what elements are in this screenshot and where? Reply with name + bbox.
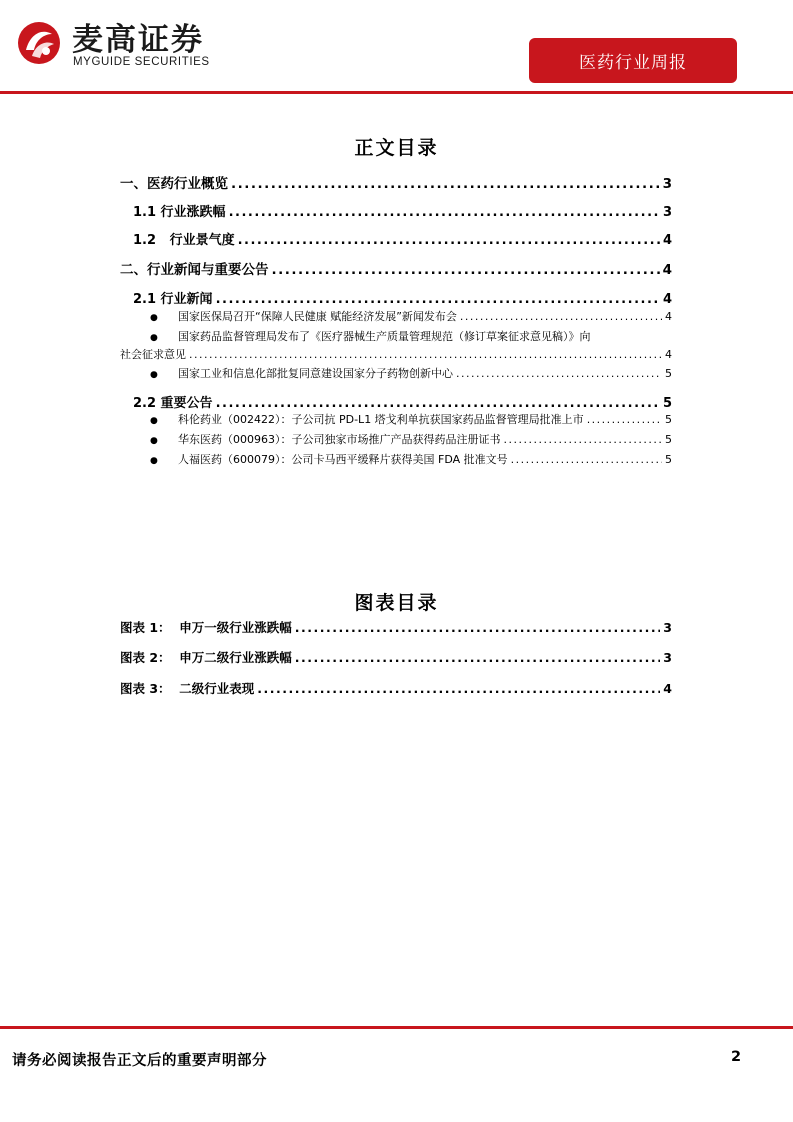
footer-disclaimer: 请务必阅读报告正文后的重要声明部分 <box>12 1053 267 1069</box>
toc-entry[interactable] <box>133 288 672 307</box>
toc-entry-label: 人福医药（600079）：公司卡马西平缓释片获得美国 FDA 批准文号 <box>178 453 508 466</box>
toc-entry-page: 4 <box>662 262 672 278</box>
leader-dots <box>238 233 660 248</box>
leader-dots <box>295 620 661 635</box>
toc-entry-label-wrap <box>150 365 453 381</box>
toc-entry-label: 2.2 重要公告 <box>133 396 213 411</box>
bullet-icon: ● <box>150 370 158 380</box>
figure-entry[interactable] <box>120 679 672 697</box>
figure-entry[interactable] <box>120 648 672 666</box>
bullet-icon: ● <box>150 333 158 343</box>
toc-entry-page: 3 <box>662 205 672 220</box>
toc-entry-label: 一、医药行业概览 <box>120 176 228 192</box>
toc-entry-label: 华东医药（000963）：子公司独家市场推广产品获得药品注册证书 <box>178 433 501 446</box>
figure-entry[interactable] <box>120 618 672 636</box>
toc-entry[interactable] <box>133 229 672 248</box>
toc-entry-label: 1.1 行业涨跌幅 <box>133 205 226 220</box>
logo-text-cn: 麦高证券 <box>72 22 204 58</box>
toc-entry-line1[interactable] <box>150 328 672 344</box>
logo-text-en: MYGUIDE SECURITIES <box>73 56 210 68</box>
leader-dots <box>295 650 661 665</box>
bullet-icon: ● <box>150 416 158 426</box>
logo-icon <box>16 20 62 66</box>
leader-dots <box>460 310 662 323</box>
toc-entry-page: 4 <box>665 310 672 323</box>
figure-entry-page: 4 <box>663 681 672 696</box>
leader-dots <box>231 176 660 192</box>
header-divider <box>0 91 793 94</box>
leader-dots <box>189 348 662 361</box>
toc-entry-label-wrap <box>150 451 508 467</box>
toc-entry-label-wrap <box>150 411 584 427</box>
toc-entry-label: 1.2 行业景气度 <box>133 233 235 248</box>
leader-dots <box>257 681 660 696</box>
toc-entry-label-wrap <box>150 431 501 447</box>
bullet-icon: ● <box>150 313 158 323</box>
figure-entry-label: 图表 2： 申万二级行业涨跌幅 <box>120 650 292 665</box>
toc-entry-label: 国家药品监督管理局发布了《医疗器械生产质量管理规范（修订草案征求意见稿）》向 <box>178 330 591 343</box>
figure-entry-page: 3 <box>663 650 672 665</box>
toc-entry-label-wrap <box>150 308 457 324</box>
toc-entry-page: 4 <box>662 292 672 307</box>
leader-dots <box>504 433 663 446</box>
toc-entry-page: 4 <box>662 233 672 248</box>
toc-entry-label: 国家医保局召开“保障人民健康 赋能经济发展”新闻发布会 <box>178 310 457 323</box>
figures-title: 图表目录 <box>354 592 439 614</box>
footer-divider <box>0 1026 793 1029</box>
toc-entry-page: 5 <box>665 367 672 380</box>
toc-entry[interactable] <box>150 451 672 467</box>
toc-entry-page: 5 <box>665 453 672 466</box>
leader-dots <box>511 453 662 466</box>
toc-entry-label: 社会征求意见 <box>120 348 186 361</box>
bullet-icon: ● <box>150 456 158 466</box>
leader-dots <box>272 262 660 278</box>
toc-entry[interactable] <box>150 308 672 324</box>
toc-entry-label: 国家工业和信息化部批复同意建设国家分子药物创新中心 <box>178 367 453 380</box>
leader-dots <box>216 396 660 411</box>
toc-entry-page: 3 <box>662 176 672 192</box>
toc-entry-label: 二、行业新闻与重要公告 <box>120 262 269 278</box>
figure-entry-label: 图表 3： 二级行业表现 <box>120 681 255 696</box>
leader-dots <box>587 413 662 426</box>
toc-entry[interactable] <box>120 172 672 192</box>
leader-dots <box>216 292 660 307</box>
bullet-icon: ● <box>150 436 158 446</box>
toc-entry-label: 科伦药业（002422）：子公司抗 PD-L1 塔戈利单抗获国家药品监督管理局批准上市 <box>178 413 584 426</box>
toc-entry[interactable] <box>150 411 672 427</box>
toc-entry-page: 5 <box>665 413 672 426</box>
toc-entry-page: 4 <box>665 348 672 361</box>
toc-entry-label: 2.1 行业新闻 <box>133 292 213 307</box>
toc-entry[interactable] <box>133 201 672 220</box>
toc-entry[interactable] <box>133 392 672 411</box>
toc-entry[interactable] <box>120 346 672 362</box>
report-type-badge: 医药行业周报 <box>529 38 737 83</box>
leader-dots <box>229 205 660 220</box>
toc-entry[interactable] <box>150 431 672 447</box>
toc-entry[interactable] <box>120 258 672 278</box>
toc-entry[interactable] <box>150 365 672 381</box>
figure-entry-page: 3 <box>663 620 672 635</box>
toc-entry-page: 5 <box>665 433 672 446</box>
figure-entry-label: 图表 1： 申万一级行业涨跌幅 <box>120 620 292 635</box>
page-number: 2 <box>731 1049 742 1065</box>
leader-dots <box>456 367 662 380</box>
toc-title: 正文目录 <box>354 137 439 159</box>
page-header <box>0 0 793 96</box>
toc-entry-page: 5 <box>662 396 672 411</box>
